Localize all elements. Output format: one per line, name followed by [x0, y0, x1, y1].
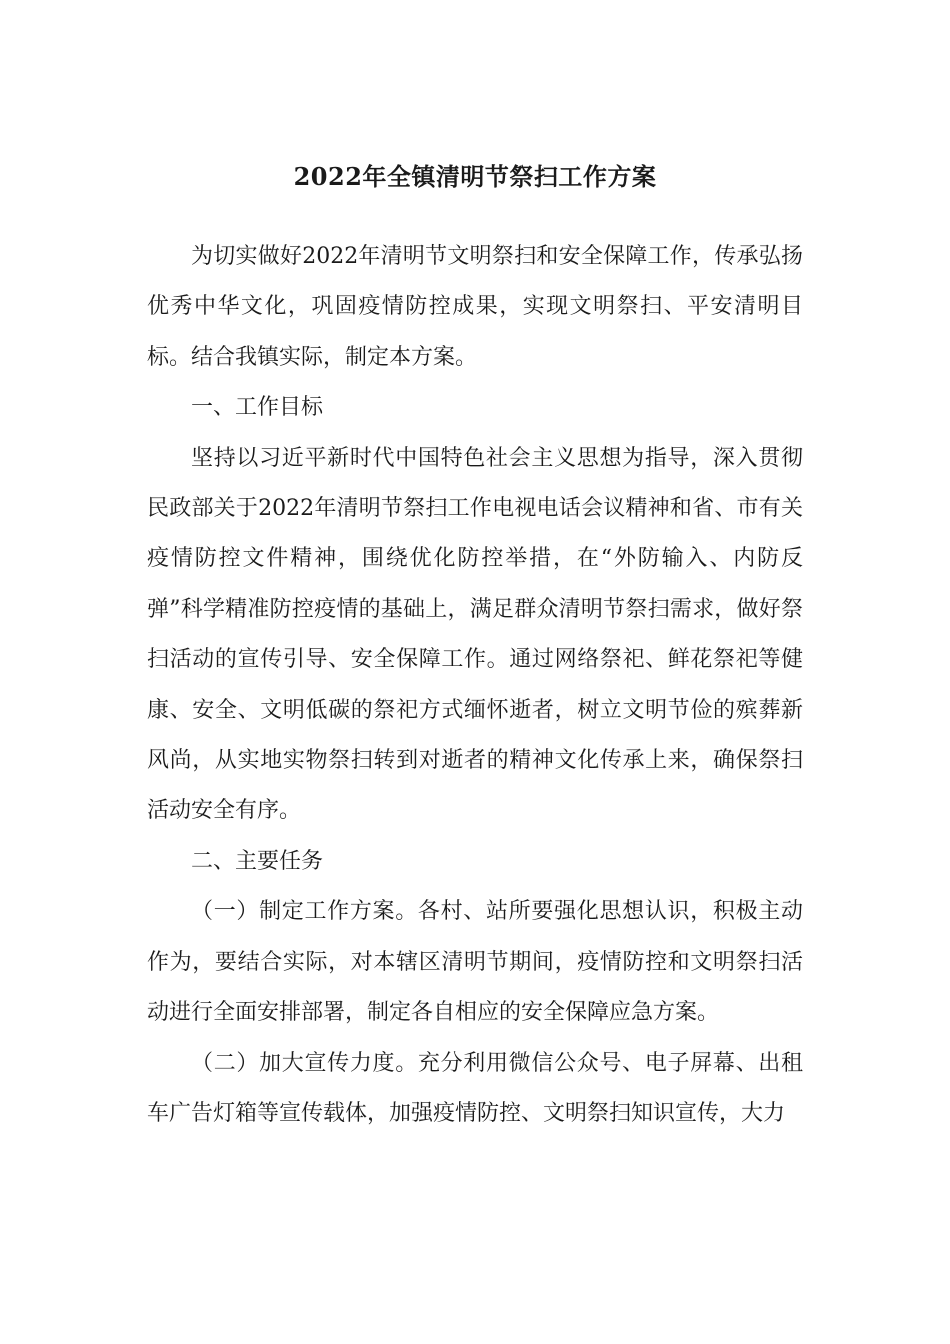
section-heading-goals: 一、工作目标: [191, 395, 324, 421]
document-body: [147, 232, 803, 1139]
task-paragraph-1: （一）制定工作方案。各村、站所要强化思想认识，积极主动作为，要结合实际，对本辖区清明节期间，疫情防控和文明祭扫活动进行全面安排部署，制定各自相应的安全保障应急方案。: [147, 899, 803, 1026]
goals-paragraph: 坚持以习近平新时代中国特色社会主义思想为指导，深入贯彻民政部关于2022年清明节祭扫工作电视电话会议精神和省、市有关疫情防控文件精神，围绕优化防控举措，在“外防输入、内防反弹”科学精准防控疫情的基础上，满足群众清明节祭扫需求，做好祭扫活动的宣传引导、安全保障工作。通过网络祭祀、鲜花祭祀等健康、安全、文明低碳的祭祀方式缅怀逝者，树立文明节俭的殡葬新风尚，从实地实物祭扫转到对逝者的精神文化传承上来，确保祭扫活动安全有序。: [147, 445, 803, 824]
section-heading-tasks: 二、主要任务: [191, 848, 324, 874]
task-paragraph-2: （二）加大宣传力度。充分利用微信公众号、电子屏幕、出租车广告灯箱等宣传载体，加强疫情防控、文明祭扫知识宣传，大力: [147, 1050, 803, 1126]
intro-paragraph: 为切实做好2022年清明节文明祭扫和安全保障工作，传承弘扬优秀中华文化，巩固疫情防控成果，实现文明祭扫、平安清明目标。结合我镇实际，制定本方案。: [147, 244, 803, 370]
document-title: 2022年全镇清明节祭扫工作方案: [293, 162, 657, 191]
